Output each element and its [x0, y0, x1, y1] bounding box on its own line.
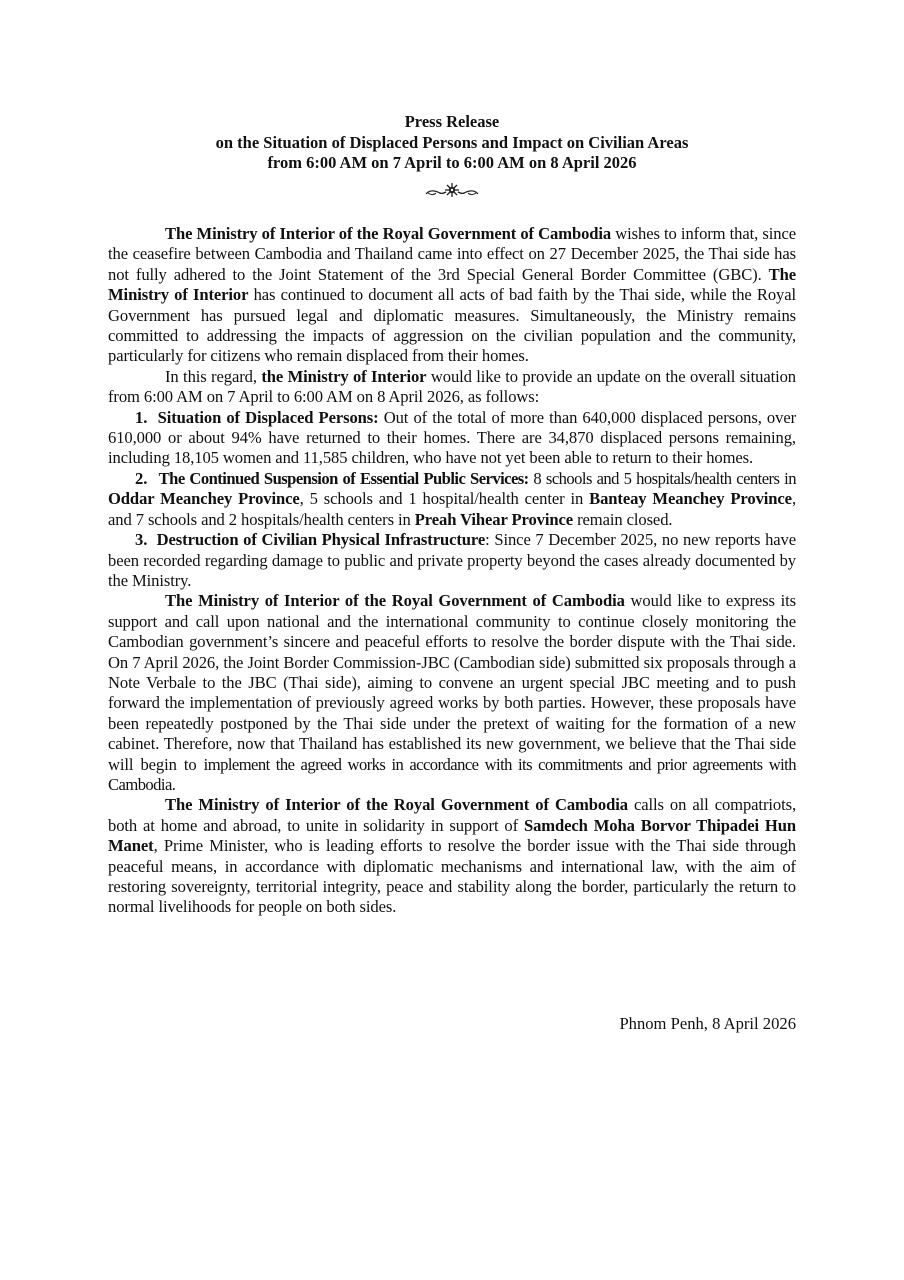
- list-item-infrastructure: [108, 530, 796, 591]
- list-item-number: 1.: [135, 407, 148, 427]
- intro-bold-lead: The Ministry of Interior of the Royal Government of Cambodia: [165, 224, 612, 243]
- update-bold: the Ministry of Interior: [261, 366, 427, 386]
- support-paragraph: [108, 591, 796, 795]
- province-oddar-meanchey: Oddar Meanchey Province: [108, 489, 300, 509]
- document-header: [108, 112, 796, 174]
- list-item-number: 2.: [135, 468, 148, 488]
- prime-minister-name: Samdech Moha Borvor Thipadei Hun Manet: [108, 815, 796, 856]
- list-item-displaced-persons: [108, 408, 796, 469]
- list-item-text: : Since 7 December 2025, no new reports have been recorded regarding damage to public and private property beyond the cases already documented by the Ministry.: [108, 530, 796, 590]
- document-title: Press Release: [404, 112, 500, 131]
- update-paragraph: [108, 367, 796, 408]
- place-date-signoff: Phnom Penh, 8 April 2026: [619, 1014, 796, 1033]
- call-text-2: , Prime Minister, who is leading efforts to resolve the border issue with the Thai side through peaceful means, in accordance with diplomatic mechanisms and international law, with the aim of restoring sovereignty, territorial integrity, peace and stability along the border, particularly the return to normal livelihoods for people on both sides.: [108, 836, 796, 917]
- list-item-heading: Destruction of Civilian Physical Infrastructure: [156, 530, 486, 550]
- list-item-public-services: [108, 469, 796, 530]
- list-item-text: 8 schools and 5 hospitals/health centers in: [528, 468, 796, 488]
- call-bold-lead: The Ministry of Interior of the Royal Government of Cambodia: [165, 795, 628, 815]
- list-item-text: Out of the total of more than 640,000 displaced persons, over 610,000 or about 94% have returned to their homes. There are 34,870 displaced persons remaining, including 18,105 women and 11,585 children, who have not yet been able to return to their homes.: [108, 407, 797, 468]
- list-item-text: , 5 schools and 1 hospital/health center in: [299, 489, 590, 509]
- intro-text-1: wishes to inform that, since the ceasefire between Cambodia and Thailand came into effect on 27 December 2025, the Thai side has not fully adhered to the Joint Statement of the 3rd Special General Border Committee (GBC).: [108, 224, 796, 284]
- intro-paragraph: [108, 224, 796, 367]
- intro-text-2: has continued to document all acts of bad faith by the Thai side, while the Royal Government has pursued legal and diplomatic measures. Simultaneously, the Ministry remains committed to addressing the impacts of aggression on the civilian population and the community, particularly for citizens who remain displaced from their homes.: [108, 285, 796, 366]
- support-text-1: would like to express its support and call upon national and the international community to continue closely monitoring the Cambodian government’s sincere and peaceful efforts to resolve the border dispute with the Thai side. On 7 April 2026, the Joint Border Commission-JBC (Cambodian side) submitted six proposals through a Note Verbale to the JBC (Thai side), aiming to convene an urgent special JBC meeting and to push forward the implementation of previously agreed works by both parties. However, these proposals have been repeatedly postponed by the Thai side under the pretext of waiting for the formation of a new cabinet. Therefore, now that Thailand has established its new government, we believe that the Thai side will begin to: [108, 591, 796, 774]
- support-text-2: implement the agreed works in accordance with its commitments and prior agreements with Cambodia.: [108, 754, 796, 794]
- call-text-1: calls on all compatriots, both at home and abroad, to unite in solidarity in support of: [108, 795, 796, 835]
- province-banteay-meanchey: Banteay Meanchey Province: [589, 489, 792, 509]
- province-preah-vihear: Preah Vihear Province: [414, 509, 574, 529]
- list-item-text: remain closed.: [573, 509, 673, 529]
- list-item-heading: Situation of Displaced Persons:: [157, 407, 379, 427]
- update-text-1: In this regard,: [165, 366, 262, 386]
- floral-ornament-icon: [422, 182, 482, 200]
- list-item-number: 3.: [135, 530, 148, 550]
- support-bold-lead: The Ministry of Interior of the Royal Government of Cambodia: [165, 591, 625, 611]
- document-period: from 6:00 AM on 7 April to 6:00 AM on 8 April 2026: [267, 153, 637, 172]
- document-subtitle: on the Situation of Displaced Persons and Impact on Civilian Areas: [215, 132, 689, 152]
- update-text-2: would like to provide an update on the overall situation from 6:00 AM on 7 April to 6:00 AM on 8 April 2026, as follows:: [108, 366, 796, 407]
- list-item-text: , and 7 schools and 2 hospitals/health centers in: [108, 489, 796, 529]
- intro-bold-2: The Ministry of Interior: [108, 264, 796, 305]
- list-item-heading: The Continued Suspension of Essential Public Services:: [158, 468, 529, 488]
- call-paragraph: [108, 795, 796, 917]
- document-body: [108, 224, 796, 918]
